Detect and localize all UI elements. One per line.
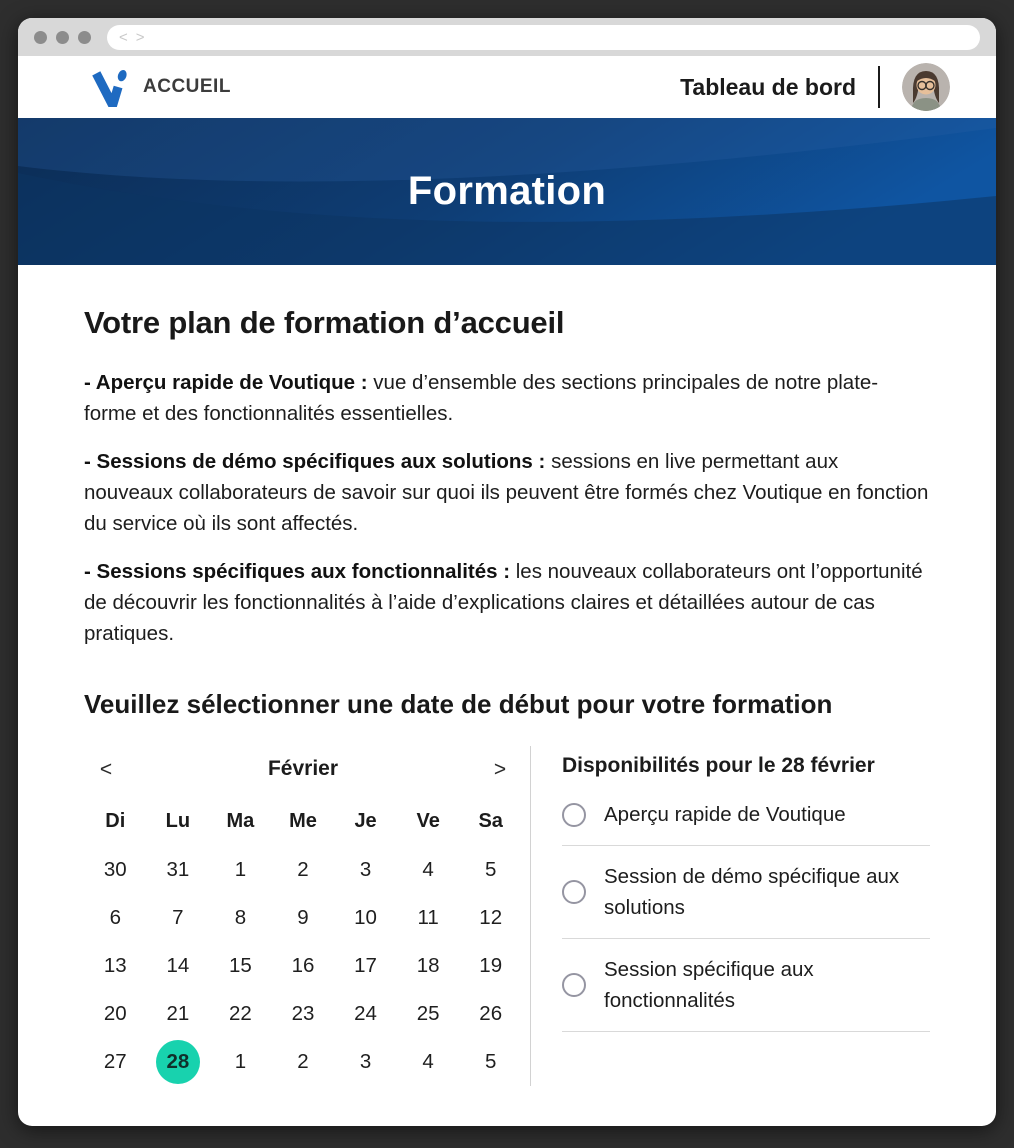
prev-month-button[interactable]: < xyxy=(84,749,128,789)
app-header xyxy=(18,56,996,118)
calendar xyxy=(84,746,522,1086)
calendar-day-number: 30 xyxy=(103,858,127,881)
availability-option[interactable] xyxy=(562,939,930,1032)
main-content xyxy=(18,265,996,1126)
calendar-day[interactable] xyxy=(84,846,147,894)
calendar-day-number: 18 xyxy=(416,954,440,977)
weekday-label: Me xyxy=(289,809,317,832)
brand-label: ACCUEIL xyxy=(143,76,231,97)
calendar-day[interactable] xyxy=(272,894,335,942)
calendar-day-number: 27 xyxy=(103,1050,127,1073)
calendar-day[interactable] xyxy=(334,894,397,942)
calendar-day-number: 16 xyxy=(291,954,315,977)
calendar-day[interactable] xyxy=(272,942,335,990)
training-plan-item: - Aperçu rapide de Voutique : vue d’ensemble des sections principales de notre plate-forme et des fonctionnalités essentielles. xyxy=(84,371,879,425)
window-control-dot[interactable] xyxy=(56,31,69,44)
calendar-day[interactable] xyxy=(459,1038,522,1086)
calendar-day-grid xyxy=(84,846,522,1086)
next-month-button[interactable]: > xyxy=(478,749,522,789)
calendar-weekday-row xyxy=(84,796,522,846)
date-select-heading: Veuillez sélectionner une date de début pour votre formation xyxy=(84,689,833,719)
calendar-day[interactable] xyxy=(84,990,147,1038)
weekday-label: Sa xyxy=(478,809,503,832)
calendar-day-number: 1 xyxy=(234,1050,247,1073)
calendar-day-number: 8 xyxy=(234,906,247,929)
calendar-day[interactable] xyxy=(397,894,460,942)
calendar-day[interactable] xyxy=(334,990,397,1038)
calendar-day-number: 17 xyxy=(354,954,377,977)
plan-heading: Votre plan de formation d’accueil xyxy=(84,305,565,340)
forward-icon[interactable]: > xyxy=(135,28,145,46)
weekday-label: Je xyxy=(354,809,377,832)
header-right xyxy=(680,63,950,111)
calendar-day[interactable] xyxy=(147,894,210,942)
calendar-day-number: 14 xyxy=(166,954,190,977)
weekday-label: Lu xyxy=(165,809,191,832)
calendar-day-number: 5 xyxy=(485,858,497,881)
calendar-day[interactable] xyxy=(334,846,397,894)
radio-button-icon[interactable] xyxy=(562,880,586,904)
calendar-day-number: 10 xyxy=(354,906,377,929)
calendar-day[interactable] xyxy=(459,894,522,942)
window-controls xyxy=(34,31,91,44)
availability-option[interactable] xyxy=(562,784,930,846)
weekday-label: Di xyxy=(105,809,126,832)
weekday-label: Ma xyxy=(226,809,255,832)
dashboard-link[interactable]: Tableau de bord xyxy=(680,73,856,100)
training-plan-item-label: - Sessions spécifiques aux fonctionnalités : xyxy=(84,560,511,583)
scheduler xyxy=(84,746,930,1086)
calendar-day-number: 2 xyxy=(297,858,309,881)
browser-chrome xyxy=(18,18,996,56)
calendar-day-number: 19 xyxy=(479,954,503,977)
calendar-day-number: 24 xyxy=(354,1002,377,1025)
calendar-day[interactable] xyxy=(272,990,335,1038)
calendar-day[interactable] xyxy=(209,1038,272,1086)
calendar-day-number: 2 xyxy=(297,1050,309,1073)
back-icon[interactable]: < xyxy=(119,28,128,46)
availability-option-label: Session de démo spécifique aux solutions xyxy=(604,865,900,919)
calendar-day-number: 26 xyxy=(479,1002,503,1025)
calendar-day[interactable] xyxy=(459,846,522,894)
calendar-day[interactable] xyxy=(397,990,460,1038)
calendar-day[interactable] xyxy=(209,894,272,942)
availability-panel xyxy=(531,746,930,1086)
calendar-day[interactable] xyxy=(147,846,210,894)
calendar-day-number: 7 xyxy=(172,906,184,929)
calendar-day[interactable] xyxy=(147,942,210,990)
availability-options xyxy=(562,784,930,1032)
calendar-day[interactable] xyxy=(84,1038,147,1086)
calendar-day-number: 25 xyxy=(416,1002,440,1025)
calendar-day-number: 3 xyxy=(359,858,372,881)
availability-option-label: Session spécifique aux fonctionnalités xyxy=(604,958,814,1012)
calendar-day[interactable] xyxy=(147,990,210,1038)
voutique-logo xyxy=(90,67,128,107)
availability-option-label: Aperçu rapide de Voutique xyxy=(604,803,846,826)
page-banner xyxy=(18,118,996,265)
calendar-day[interactable] xyxy=(209,846,272,894)
window-control-dot[interactable] xyxy=(78,31,91,44)
header-divider xyxy=(878,66,880,108)
calendar-day[interactable] xyxy=(397,1038,460,1086)
calendar-day-number: 23 xyxy=(291,1002,315,1025)
calendar-day-number: 4 xyxy=(422,1050,434,1073)
calendar-day-number: 21 xyxy=(166,1002,190,1025)
calendar-day-number: 11 xyxy=(417,906,439,929)
calendar-month-label: Février xyxy=(267,757,339,780)
training-plan-list xyxy=(84,367,930,649)
calendar-day-number: 6 xyxy=(109,906,121,929)
weekday-label: Ve xyxy=(416,809,440,832)
calendar-header xyxy=(84,746,522,792)
user-avatar[interactable] xyxy=(902,63,950,111)
radio-button-icon[interactable] xyxy=(562,973,586,997)
url-bar[interactable] xyxy=(107,25,980,50)
calendar-day[interactable] xyxy=(397,942,460,990)
browser-window xyxy=(18,18,996,1126)
calendar-day[interactable] xyxy=(84,894,147,942)
calendar-day[interactable] xyxy=(334,942,397,990)
calendar-day[interactable] xyxy=(334,1038,397,1086)
calendar-day[interactable] xyxy=(272,846,335,894)
calendar-day-number: 5 xyxy=(485,1050,497,1073)
training-plan-item: - Sessions de démo spécifiques aux solutions : sessions en live permettant aux nouveaux collaborateurs de savoir sur quoi ils peuvent être formés chez Voutique en fonction du service où ils sont affectés. xyxy=(84,450,929,535)
calendar-day-number: 20 xyxy=(103,1002,127,1025)
calendar-day[interactable] xyxy=(459,942,522,990)
avatar-image xyxy=(902,63,950,111)
calendar-day[interactable] xyxy=(459,990,522,1038)
calendar-day[interactable] xyxy=(84,942,147,990)
radio-button-icon[interactable] xyxy=(562,803,586,827)
calendar-day-selected[interactable] xyxy=(147,1038,210,1086)
availability-heading: Disponibilités pour le 28 février xyxy=(562,754,875,777)
training-plan-item-label: - Sessions de démo spécifiques aux solutions : xyxy=(84,450,546,473)
calendar-day-number: 1 xyxy=(234,858,247,881)
calendar-day-number: 15 xyxy=(229,954,252,977)
calendar-day-number: 31 xyxy=(166,858,190,881)
training-plan-item-label: - Aperçu rapide de Voutique : xyxy=(84,371,368,394)
calendar-day-number: 28 xyxy=(156,1040,200,1084)
calendar-day-number: 13 xyxy=(103,954,127,977)
training-plan-item: - Sessions spécifiques aux fonctionnalités : les nouveaux collaborateurs ont l’opportunité de découvrir les fonctionnalités à l’aide d’explications claires et détaillées autour de cas pratiques. xyxy=(84,560,923,645)
calendar-day[interactable] xyxy=(397,846,460,894)
calendar-day-number: 9 xyxy=(297,906,309,929)
window-control-dot[interactable] xyxy=(34,31,47,44)
page-title: Formation xyxy=(407,169,607,213)
calendar-day-number: 12 xyxy=(479,906,503,929)
calendar-day[interactable] xyxy=(209,990,272,1038)
calendar-day[interactable] xyxy=(272,1038,335,1086)
calendar-day-number: 3 xyxy=(359,1050,372,1073)
calendar-day-number: 4 xyxy=(422,858,434,881)
availability-option[interactable] xyxy=(562,846,930,939)
calendar-day-number: 22 xyxy=(229,1002,252,1025)
brand[interactable] xyxy=(90,67,231,107)
calendar-day[interactable] xyxy=(209,942,272,990)
